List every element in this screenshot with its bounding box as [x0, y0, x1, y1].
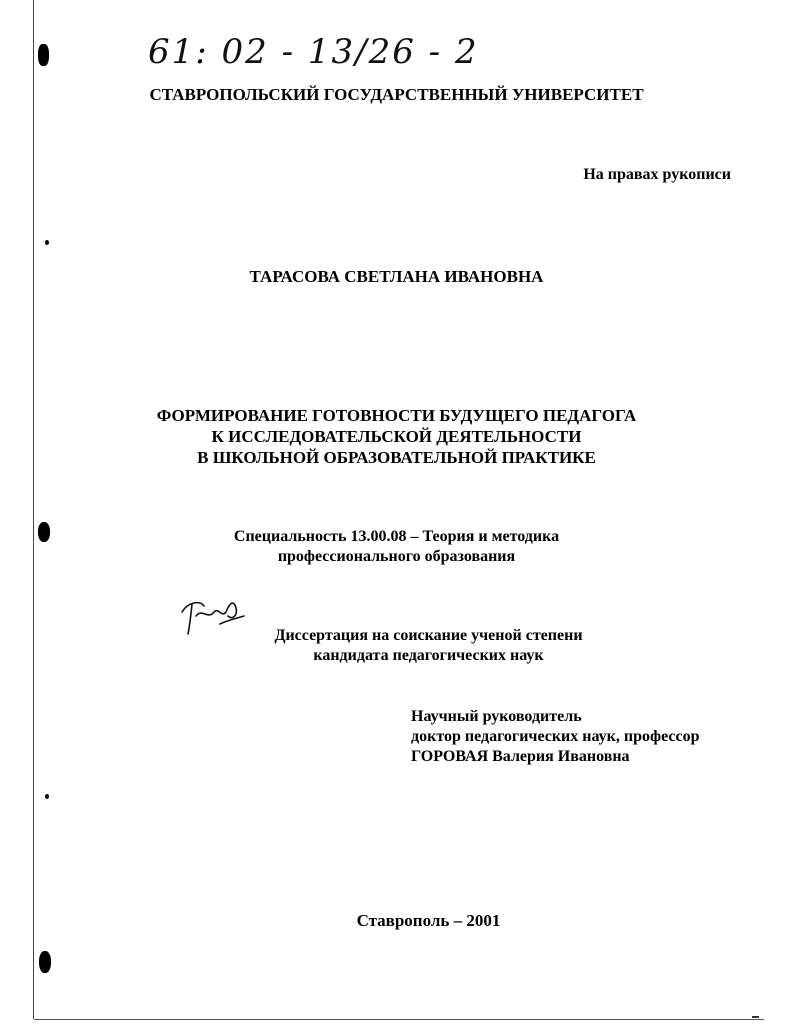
specialty — [0, 527, 793, 567]
specialty-line: Специальность 13.00.08 – Теория и методика — [233, 528, 560, 545]
thesis-title-line: В ШКОЛЬНОЙ ОБРАЗОВАТЕЛЬНОЙ ПРАКТИКЕ — [197, 448, 596, 467]
degree-line: Диссертация на соискание ученой степени — [274, 627, 583, 644]
supervisor-line: ГОРОВАЯ Валерия Ивановна — [411, 748, 630, 765]
scan-blot — [39, 951, 51, 973]
scan-edge-line — [33, 0, 34, 1019]
thesis-title-line: ФОРМИРОВАНИЕ ГОТОВНОСТИ БУДУЩЕГО ПЕДАГОГА — [156, 406, 637, 425]
specialty-line: профессионального образования — [277, 548, 516, 565]
scan-dot — [45, 794, 49, 799]
scan-blot — [38, 44, 49, 66]
supervisor-line: Научный руководитель — [411, 708, 582, 725]
thesis-title — [0, 405, 793, 468]
university-name: СТАВРОПОЛЬСКИЙ ГОСУДАРСТВЕННЫЙ УНИВЕРСИТЕТ — [149, 85, 644, 104]
thesis-title-line: К ИССЛЕДОВАТЕЛЬСКОЙ ДЕЯТЕЛЬНОСТИ — [211, 427, 582, 446]
degree — [32, 626, 793, 666]
scan-tick — [752, 1016, 759, 1018]
manuscript-note: На правах рукописи — [583, 166, 731, 183]
degree-line: кандидата педагогических наук — [313, 647, 544, 664]
archive-number-handwritten: 61: 02 - 13/26 - 2 — [148, 32, 479, 72]
city-year: Ставрополь – 2001 — [356, 911, 501, 930]
supervisor — [411, 707, 699, 767]
scan-dot — [45, 240, 49, 245]
author-name: ТАРАСОВА СВЕТЛАНА ИВАНОВНА — [249, 267, 544, 286]
supervisor-line: доктор педагогических наук, профессор — [411, 728, 700, 745]
scan-bottom-line — [34, 1019, 764, 1020]
